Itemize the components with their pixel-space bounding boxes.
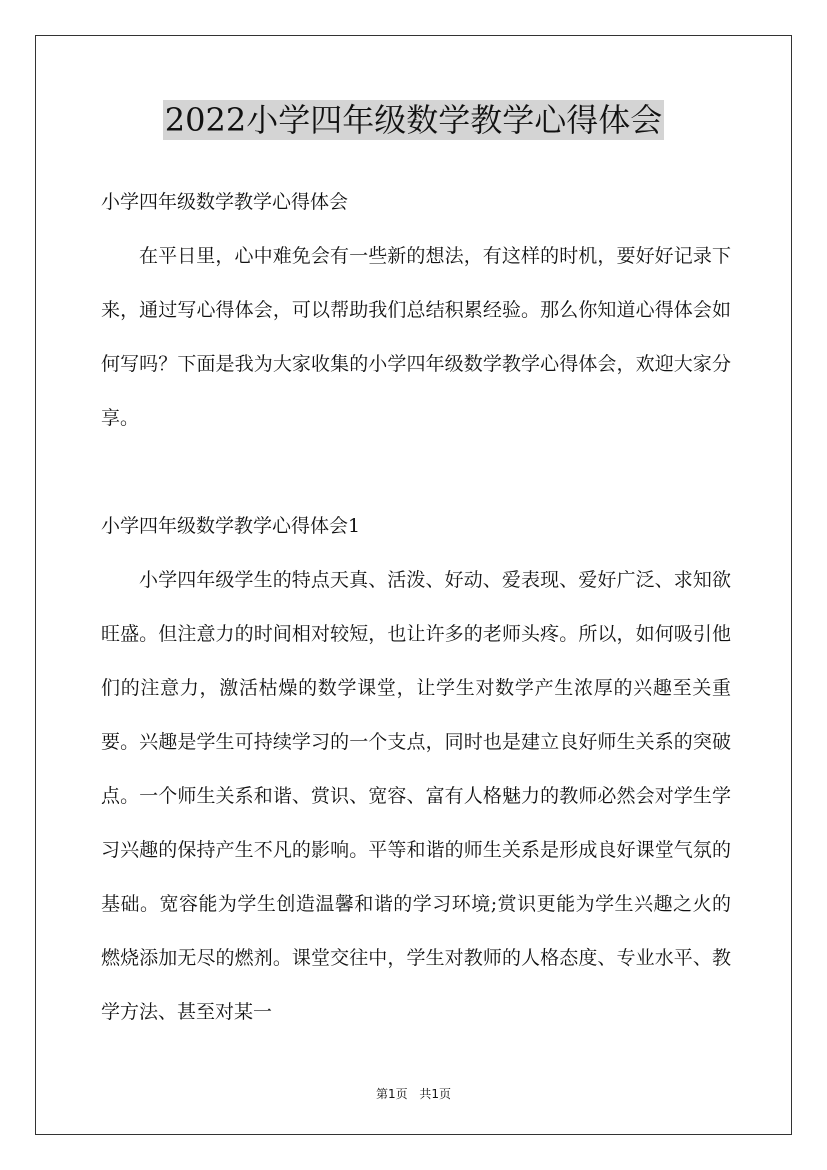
section-gap (101, 445, 731, 499)
intro-paragraph: 在平日里，心中难免会有一些新的想法，有这样的时机，要好好记录下来，通过写心得体会，可以帮助我们总结积累经验。那么你知道心得体会如何写吗？下面是我为大家收集的小学四年级数学教学心得体会，欢迎大家分享。 (101, 245, 731, 429)
subheading-main: 小学四年级数学教学心得体会 (101, 191, 349, 213)
page-total: 共1页 (419, 1087, 452, 1101)
title-container (0, 100, 827, 140)
document-title: 2022小学四年级数学教学心得体会 (164, 101, 663, 139)
page-number: 第1页 (375, 1087, 408, 1101)
page-footer (0, 1085, 827, 1102)
body-paragraph-1: 小学四年级学生的特点天真、活泼、好动、爱表现、爱好广泛、求知欲旺盛。但注意力的时间相对较短，也让许多的老师头疼。所以，如何吸引他们的注意力，激活枯燥的数学课堂，让学生对数学产生浓厚的兴趣至关重要。兴趣是学生可持续学习的一个支点，同时也是建立良好师生关系的突破点。一个师生关系和谐、赏识、宽容、富有人格魅力的教师必然会对学生学习兴趣的保持产生不凡的影响。平等和谐的师生关系是形成良好课堂气氛的基础。宽容能为学生创造温馨和谐的学习环境;赏识更能为学生兴趣之火的燃烧添加无尽的燃剂。课堂交往中，学生对教师的人格态度、专业水平、教学方法、甚至对某一 (101, 569, 731, 1023)
subheading-section-1: 小学四年级数学教学心得体会1 (101, 515, 361, 537)
document-body (101, 175, 731, 1039)
